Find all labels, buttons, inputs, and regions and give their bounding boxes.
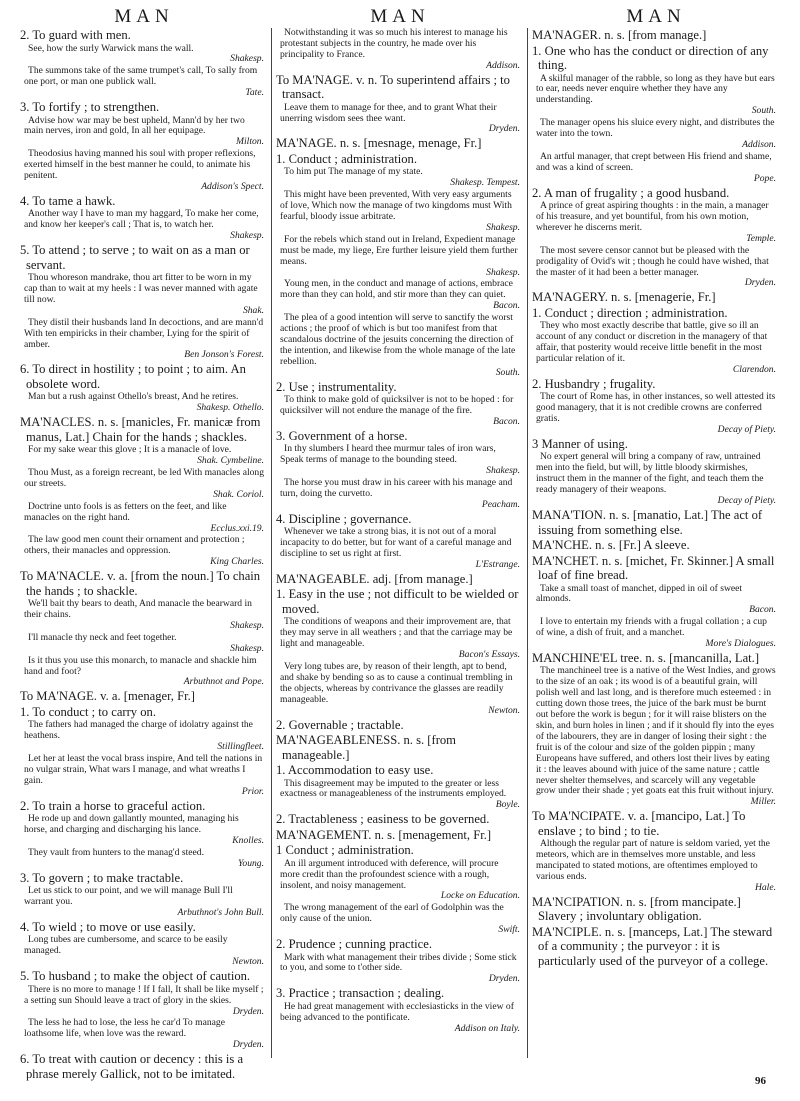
quotation-source: Clarendon. (732, 363, 776, 375)
dictionary-entry (20, 194, 264, 242)
entry-headword: 1. Accommodation to easy use. (276, 763, 434, 777)
quotation-text: They distil their husbands land In decoctions, and are mann'd With ten empiricks in their chamber, Lying for the spirit of amber. (24, 316, 264, 350)
quotation-source: Bacon. (493, 300, 520, 312)
entry-headword: MA'NAGEABLE. adj. [from manage.] (276, 571, 473, 586)
entry-headword: 5. To husband ; to make the object of caution. (20, 969, 251, 984)
quotation-source: Shakesp. (230, 642, 264, 654)
dictionary-entry (532, 809, 776, 894)
quotation-source: Pope. (753, 172, 776, 184)
entry-headword: To MA'NAGE. v. a. [menager, Fr.] (20, 689, 195, 704)
quotation-source: Shak. Coriol. (213, 488, 264, 500)
dictionary-entry (276, 380, 520, 428)
quotation-text: Very long tubes are, by reason of their length, apt to bend, and shake by bending so as to cause a continual trembling in the objects, whereas by contrivance the glasses are readily manageable. (280, 660, 513, 705)
quotation-source: Miller. (750, 796, 776, 808)
quotation-text: Advise how war may be best upheld, Mann'd by her two main nerves, iron and gold, In all her equipage. (24, 114, 245, 137)
dictionary-entry (276, 828, 520, 843)
quotation-source: More's Dialogues. (705, 638, 776, 650)
quotation-text: The less he had to lose, the less he car'd To manage loathsome life, when love was the reward. (24, 1017, 225, 1040)
quotation-text: The plea of a good intention will serve to sanctify the worst actions ; the proof of which is but too manifest from that scandalous doctrine of the jesuits concerning the direction of the intention, and likewise from the whole manage of the late rebellion. (280, 312, 516, 367)
quotation-source: Shakesp. (230, 619, 264, 631)
entry-headword: MANA'TION. n. s. [manatio, Lat.] The act of issuing from something else. (532, 508, 763, 537)
dictionary-entry (20, 28, 264, 99)
quotation-source: Shak. Cymbeline. (197, 455, 264, 467)
quotation-source: Newton. (232, 956, 264, 968)
dictionary-entry (276, 812, 520, 827)
dictionary-entry (20, 689, 264, 704)
quotation-source: King Charles. (210, 556, 264, 568)
quotation-text: In thy slumbers I heard thee murmur tales of iron wars, Speak terms of manage to the bounding steed. (280, 443, 496, 466)
running-head-center: MAN (370, 6, 430, 27)
quotation-source: Addison. (486, 59, 520, 71)
dictionary-entry (532, 538, 776, 553)
entry-headword: 3. Government of a horse. (276, 428, 408, 443)
quotation-source: Shak. (242, 304, 264, 316)
entry-headword: MA'NACLES. n. s. [manicles, Fr. manicæ from manus, Lat.] Chain for the hands ; shackles. (20, 415, 261, 444)
quotation-source: Dryden. (744, 277, 776, 289)
dictionary-entry (276, 733, 520, 762)
dictionary-entry (20, 871, 264, 919)
quotation-source: South. (751, 105, 776, 117)
quotation-source: Knolles. (232, 835, 264, 847)
quotation-text: Mark with what management their tribes divide ; Some stick to you, and some to t'other side. (280, 951, 517, 974)
quotation-text: He rode up and down gallantly mounted, managing his horse, and charging and discharging his lance. (24, 813, 239, 836)
quotation-text: Long tubes are cumbersome, and scarce to be easily managed. (24, 934, 228, 957)
entry-headword: 2. Tractableness ; easiness to be governed. (276, 812, 490, 827)
entry-headword: 3. To fortify ; to strengthen. (20, 100, 160, 115)
dictionary-entry (276, 763, 520, 811)
entry-headword: 2. Husbandry ; frugality. (532, 376, 656, 391)
entry-headword: MA'NCHE. n. s. [Fr.] A sleeve. (532, 538, 690, 552)
quotation-text: For the rebels which stand out in Ireland, Expedient manage must be made, my liege, Ere further leisure yield them further means. (280, 233, 518, 267)
dictionary-entry (276, 843, 520, 936)
dictionary-entry (532, 377, 776, 436)
dictionary-entry (276, 73, 520, 136)
dictionary-entry (276, 937, 520, 985)
quotation-source: Bacon. (493, 415, 520, 427)
dictionary-entry (276, 572, 520, 587)
quotation-text: Thou Must, as a foreign recreant, be led With manacles along our streets. (24, 466, 265, 489)
entry-headword: 6. To direct in hostility ; to point ; to aim. An obsolete word. (20, 362, 246, 391)
dictionary-entry (276, 429, 520, 511)
quotation-source: Boyle. (495, 799, 520, 811)
entry-headword: 1. Easy in the use ; not difficult to be wielded or moved. (276, 587, 519, 616)
quotation-text: This disagreement may be imputed to the greater or less exactness or manageableness of the instruments employed. (280, 777, 507, 800)
dictionary-entry (20, 569, 264, 688)
quotation-source: Shakesp. Othello. (196, 402, 264, 414)
quotation-source: Peacham. (481, 498, 520, 510)
column-left (20, 28, 265, 1081)
quotation-text: To think to make gold of quicksilver is not to be hoped : for quicksilver will not endure the manage of the fire. (280, 394, 514, 416)
entry-headword: MA'NCIPATION. n. s. [from mancipate.] Slavery ; involuntary obligation. (532, 894, 741, 924)
entry-headword: 1 Conduct ; administration. (276, 843, 414, 858)
entry-headword: MA'NAGERY. n. s. [menagerie, Fr.] (532, 290, 716, 305)
quotation-source: Decay of Piety. (717, 424, 776, 436)
quotation-text: An ill argument introduced with deference, will procure more credit than the profoundest science with a rough, insolent, and noisy management. (280, 857, 499, 891)
dictionary-entry (20, 969, 264, 1051)
entry-headword: 2. To guard with men. (20, 28, 131, 42)
quotation-source: Temple. (746, 232, 776, 244)
quotation-source: Hale. (754, 881, 776, 893)
quotation-source: Shakesp. (230, 53, 264, 65)
quotation-text: Notwithstanding it was so much his interest to manage his protestant subjects in the country, he made over his principality to France. (280, 27, 508, 60)
entry-headword: To MA'NCIPATE. v. a. [mancipo, Lat.] To enslave ; to bind ; to tie. (532, 809, 746, 838)
running-heads (20, 6, 780, 28)
entry-headword: To MA'NAGE. v. n. To superintend affairs ; to transact. (276, 72, 510, 102)
column-center (276, 28, 520, 1068)
quotation-text: Take a small toast of manchet, dipped in oil of sweet almonds. (536, 582, 743, 605)
dictionary-entry (276, 152, 520, 379)
quotation-text: They vault from hunters to the manag'd steed. (28, 846, 204, 858)
quotation-source: Addison on Italy. (454, 1022, 520, 1034)
quotation-text: Although the regular part of nature is seldom varied, yet the meteors, which are in themselves more unstable, and less mancipated to stated motions, are oftentimes employed to various ends. (536, 838, 770, 882)
quotation-text: The court of Rome has, in other instances, so well attested its good managery, that it is not credible crowns are conferred gratis. (536, 391, 776, 425)
quotation-source: Stillingfleet. (217, 741, 264, 753)
quotation-source: Shakesp. Tempest. (450, 177, 520, 189)
quotation-source: Shakesp. (486, 221, 520, 233)
quotation-text: Thou whoreson mandrake, thou art fitter to be worn in my cap than to wait at my heels : I was never manned with agate till now. (24, 272, 258, 305)
entry-headword: 4. To wield ; to move or use easily. (20, 919, 196, 934)
entry-headword: MA'NAGE. n. s. [mesnage, menage, Fr.] (276, 136, 482, 151)
quotation-source: Addison's Spect. (201, 180, 264, 192)
dictionary-entry (276, 986, 520, 1034)
quotation-source: Dryden. (488, 123, 520, 135)
quotation-source: Prior. (241, 785, 264, 797)
quotation-text: For my sake wear this glove ; It is a manacle of love. (28, 444, 232, 456)
quotation-text: The conditions of weapons and their improvement are, that they may serve in all weathers ; and that the carriage may be light and manageable. (280, 616, 513, 650)
quotation-source: Decay of Piety. (717, 495, 776, 507)
quotation-source: Young. (237, 857, 264, 869)
quotation-text: Is it thus you use this monarch, to manacle and shackle him hand and foot? (24, 654, 257, 677)
dictionary-entry (532, 290, 776, 305)
quotation-source: Dryden. (232, 1039, 264, 1051)
quotation-text: He had great management with ecclesiasticks in the view of being advanced to the pontificate. (280, 1000, 514, 1023)
quotation-text: This might have been prevented, With very easy arguments of love, Which now the manage of two kingdoms must With fearful, bloody issue arbitrate. (280, 189, 512, 222)
quotation-text: There is no more to manage ! If I fall, It shall be like myself ; a setting sun Should leave a tract of glory in the skies. (24, 983, 264, 1006)
quotation-text: Another way I have to man my haggard, To make her come, and know her keeper's call ; That is, to watch her. (24, 208, 259, 231)
dictionary-entry (532, 925, 776, 969)
entry-headword: 2. Governable ; tractable. (276, 717, 404, 732)
dictionary-entry (532, 651, 776, 808)
page-number: 96 (755, 1075, 766, 1087)
quotation-text: Doctrine unto fools is as fetters on the feet, and like manacles on the right hand. (24, 500, 227, 523)
entry-headword: MA'NAGEMENT. n. s. [menagement, Fr.] (276, 827, 492, 842)
quotation-source: Ben Jonson's Forest. (184, 349, 264, 361)
quotation-text: I love to entertain my friends with a frugal collation ; a cup of wine, a dish of fruit, and a manchet. (536, 616, 767, 639)
entry-headword: 1. One who has the conduct or direction of any thing. (532, 43, 769, 72)
quotation-source: Milton. (236, 136, 264, 148)
dictionary-entry (532, 895, 776, 924)
dictionary-entry (20, 1052, 264, 1081)
quotation-source: Ecclus.xxi.19. (210, 522, 264, 534)
quotation-source: Locke on Education. (440, 890, 520, 902)
quotation-source: Shakesp. (486, 465, 520, 477)
dictionary-entry (532, 44, 776, 185)
entry-headword: 3. To govern ; to make tractable. (20, 870, 184, 885)
dictionary-entry (532, 508, 776, 537)
quotation-source: Arbuthnot and Pope. (183, 676, 264, 688)
entry-headword: 2. Prudence ; cunning practice. (276, 937, 432, 952)
running-head-left: MAN (114, 6, 174, 27)
quotation-text: The most severe censor cannot but be pleased with the prodigality of Ovid's wit ; though he could have wished, that the master of it had been a better manager. (536, 244, 769, 278)
entry-headword: 3 Manner of using. (532, 436, 628, 451)
quotation-source: Dryden. (488, 973, 520, 985)
quotation-text: I'll manacle thy neck and feet together. (28, 631, 177, 643)
dictionary-entry (276, 136, 520, 151)
quotation-text: A prince of great aspiring thoughts : in the main, a manager of his treasure, and yet bountiful, from his own motion, wherever he discerns merit. (536, 200, 769, 233)
entry-headword: MANCHINE'EL tree. n. s. [mancanilla, Lat.] (532, 650, 760, 665)
entry-headword: 4. Discipline ; governance. (276, 511, 412, 526)
entry-headword: 1. Conduct ; direction ; administration. (532, 305, 728, 320)
dictionary-entry (276, 512, 520, 571)
quotation-text: Leave them to manage for thee, and to grant What their unerring wisdom sees thee want. (280, 101, 497, 124)
dictionary-entry (276, 28, 520, 72)
quotation-text: Let us stick to our point, and we will manage Bull I'll warrant you. (24, 885, 233, 908)
quotation-source: Newton. (488, 704, 520, 716)
entry-headword: MA'NCHET. n. s. [michet, Fr. Skinner.] A small loaf of fine bread. (532, 553, 775, 582)
entry-headword: 5. To attend ; to serve ; to wait on as a man or servant. (20, 243, 250, 272)
quotation-source: Addison. (742, 138, 776, 150)
quotation-text: The law good men count their ornament and protection ; others, their manacles and oppression. (24, 534, 245, 557)
quotation-text: Theodosius having manned his soul with proper reflexions, exerted himself in the best manner he could, to animate his penitent. (24, 148, 256, 182)
dictionary-entry (20, 243, 264, 361)
dictionary-entry (276, 587, 520, 716)
dictionary-entry (20, 415, 264, 568)
column-right (532, 28, 776, 1068)
quotation-text: An artful manager, that crept between His friend and shame, and was a kind of screen. (536, 150, 772, 173)
dictionary-entry (20, 705, 264, 798)
entry-headword: 3. Practice ; transaction ; dealing. (276, 986, 445, 1001)
quotation-text: No expert general will bring a company of raw, untrained men into the field, but will, by little bloody skirmishes, instruct them in the manner of the fight, and teach them the ready managery of their weapons. (536, 451, 764, 496)
dictionary-entry (532, 28, 776, 43)
quotation-source: Arbuthnot's John Bull. (177, 907, 264, 919)
dictionary-entry (532, 186, 776, 290)
quotation-source: Shakesp. (486, 266, 520, 278)
quotation-text: The summons take of the same trumpet's call, To sally from one port, or man one publick wall. (24, 65, 258, 88)
quotation-text: They who most exactly describe that battle, give so ill an account of any conduct or discretion in the managery of that affair, that posterity would receive little benefit in the most particular relation of it. (536, 320, 768, 365)
dictionary-entry (20, 362, 264, 414)
entry-headword: 2. A man of frugality ; a good husband. (532, 185, 730, 200)
quotation-text: The horse you must draw in his career with his manage and turn, doing the curvetto. (280, 477, 513, 499)
quotation-text: Whenever we take a strong bias, it is not out of a moral incapacity to do better, but for want of a careful manage and discipline to set us right at first. (280, 526, 512, 560)
entry-headword: To MA'NACLE. v. a. [from the noun.] To chain the hands ; to shackle. (20, 569, 261, 598)
entry-headword: MA'NAGER. n. s. [from manage.] (532, 28, 707, 42)
quotation-text: See, how the surly Warwick mans the wall. (28, 42, 194, 54)
entry-headword: 1. To conduct ; to carry on. (20, 704, 156, 719)
quotation-source: South. (495, 366, 520, 378)
entry-headword: MA'NAGEABLENESS. n. s. [from manageable.] (276, 733, 456, 762)
entry-headword: 4. To tame a hawk. (20, 193, 116, 208)
quotation-source: Bacon's Essays. (458, 649, 520, 661)
quotation-source: Tate. (245, 87, 264, 99)
entry-headword: 2. Use ; instrumentality. (276, 379, 397, 394)
quotation-source: Shakesp. (230, 230, 264, 242)
quotation-source: Dryden. (232, 1005, 264, 1017)
quotation-text: The fathers had managed the charge of idolatry against the heathens. (24, 719, 253, 742)
quotation-source: L'Estrange. (475, 558, 520, 570)
dictionary-entry (532, 437, 776, 507)
dictionary-entry (20, 920, 264, 968)
quotation-text: Man but a rush against Othello's breast, And he retires. (28, 391, 239, 403)
quotation-text: The manchineel tree is a native of the West Indies, and grows to the size of an oak ; its wood is of a beautiful grain, will polish well and last long, and is therefore much esteemed : in cutting down those trees, the juice of the bark must be burnt out before the work is begun ; for it will raise blisters on the skin, and burn holes in linen ; and if it should fly into the eyes of the labourers, they are in danger of losing their sight : the fruit is of the colour and size of the golden pippin ; many Europeans have suffered, and others lost their lives by eating it : the leaves abound with juice of the same nature ; cattle never shelter themselves, and scarcely will any vegetable grow under their shade ; yet goats eat this fruit without injury. (536, 665, 776, 797)
dictionary-entry (276, 718, 520, 733)
quotation-source: Swift. (498, 924, 520, 936)
dictionary-entry (20, 100, 264, 193)
entry-headword: 2. To train a horse to graceful action. (20, 798, 206, 813)
dictionary-entry (532, 554, 776, 650)
entry-headword: 1. Conduct ; administration. (276, 151, 417, 166)
quotation-text: A skilful manager of the rabble, so long as they have but ears to ear, needs never enquire whether they have any understanding. (536, 72, 775, 106)
entry-headword: MA'NCIPLE. n. s. [manceps, Lat.] The steward of a community ; the purveyor : it is particularly used of the purveyor of a college. (532, 924, 773, 968)
entry-headword: 6. To treat with caution or decency : this is a phrase merely Gallick, not to be imitated. (20, 1052, 244, 1081)
quotation-text: The wrong management of the earl of Godolphin was the only cause of the union. (280, 902, 504, 925)
running-head-right: MAN (626, 6, 686, 27)
dictionary-entry (20, 799, 264, 870)
dictionary-entry (532, 306, 776, 376)
quotation-text: Young men, in the conduct and manage of actions, embrace more than they can hold, and stir more than they can quiet. (280, 278, 513, 301)
quotation-text: We'll bait thy bears to death, And manacle the bearward in their chains. (24, 598, 252, 621)
quotation-text: To him put The manage of my state. (284, 166, 423, 178)
quotation-text: Let her at least the vocal brass inspire, And tell the nations in no vulgar strain, What wars I manage, and what wreaths I gain. (24, 753, 263, 786)
quotation-source: Bacon. (749, 604, 776, 616)
quotation-text: The manager opens his sluice every night, and distributes the water into the town. (536, 117, 775, 140)
